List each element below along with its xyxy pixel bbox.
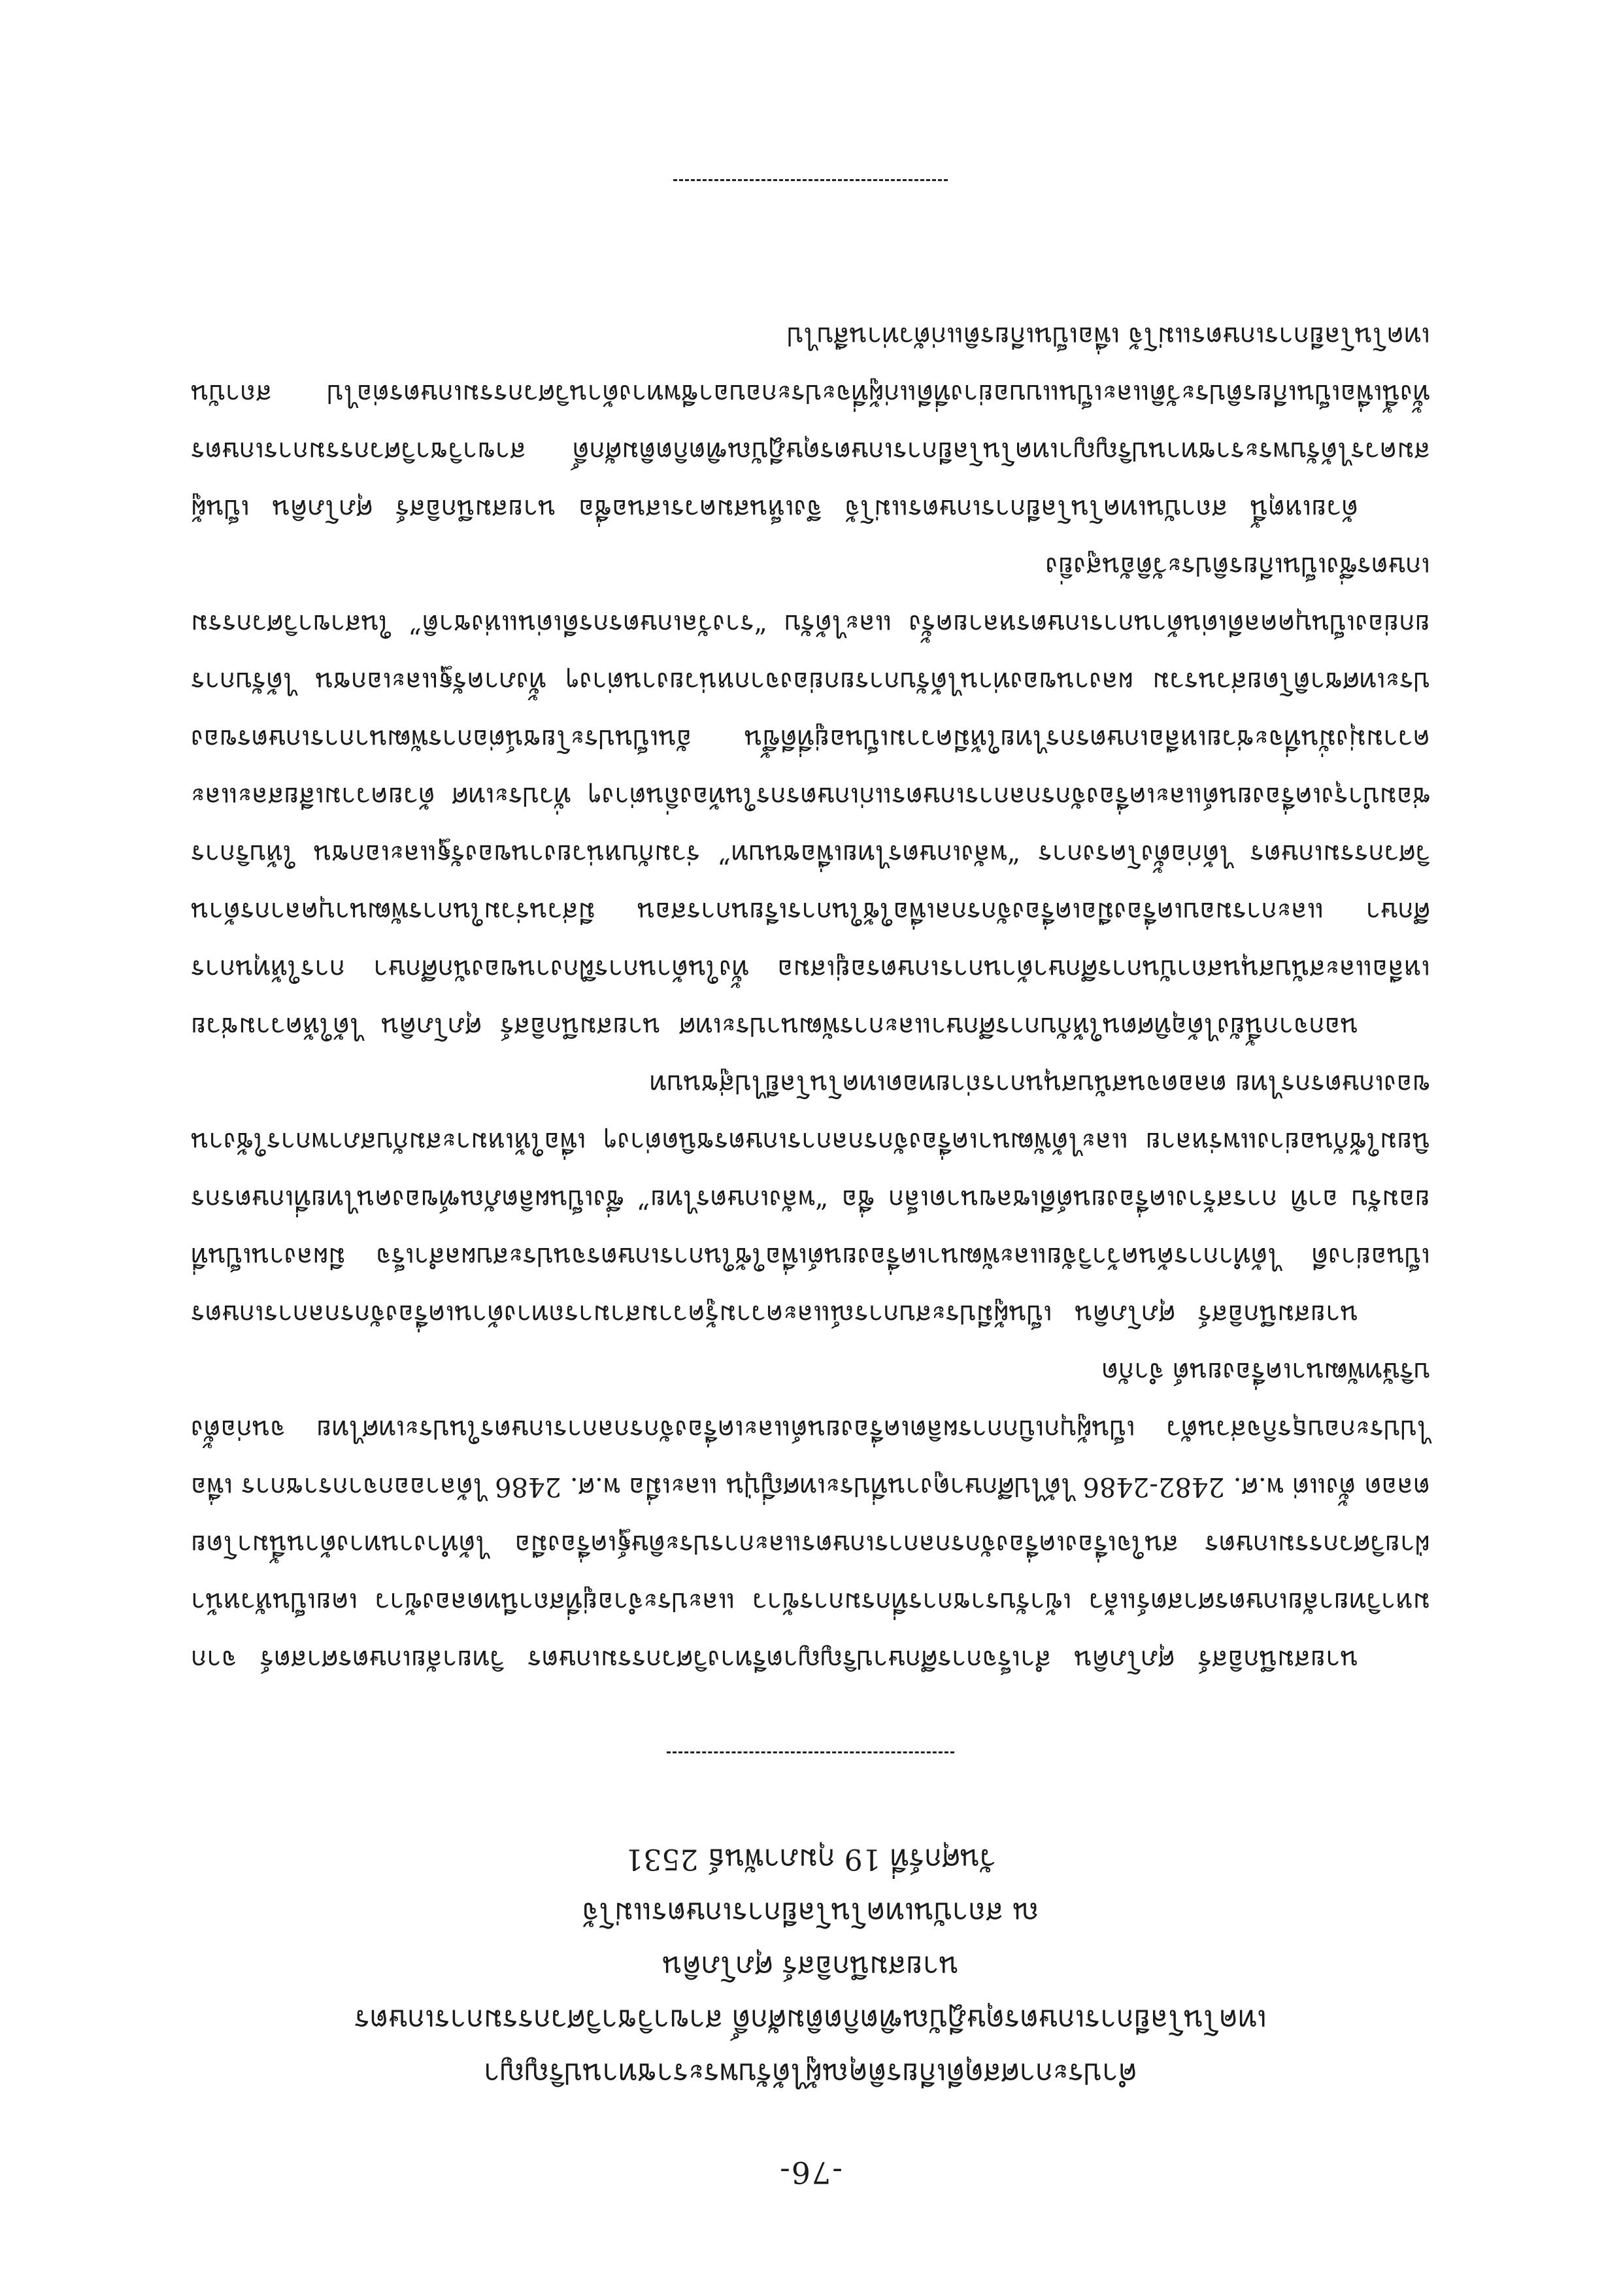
citation-body [191,307,1430,1688]
paragraph-1: นายสมนึกอิสร์ ศุภโภคิน สำเร็จการศึกษาปริญญาตรีทางวิศวกรรมเกษตร วิทยาลัยเกษตรศาสตร์ จากมหาวิทยาลัยเกษตรศาสตร์แล้ว เข้ารับราชการที่กรมการข้าว และประจำอยู่ที่สถานีทดลองข้าว เคยเป็นหัวหน้าฝ่ายวิศวกรรมเกษตร สนใจเรื่องเครื่องจักรกลการเกษตรและการประดิษฐ์เครื่องมือ ได้ทำงานทางด้านนี้มาโดยตลอด ตั้งแต่ พ.ศ. 2482-2486 ได้ไปศึกษาดูงานที่ประเทศญี่ปุ่น และเมื่อ พ.ศ. 2486 ได้ลาออกจากราชการ เพื่อไปประกอบธุรกิจส่วนตัว เป็นผู้บุกเบิกการผลิตเครื่องยนต์และเครื่องจักรกลการเกษตรในประเทศไทย จนก่อตั้งบริษัทพัฒนาเครื่องยนต์ จำกัด [191,1357,1430,1674]
date-line: วันศุกร์ที่ 19 กุมภาพันธ์ 2531 [625,1842,996,1876]
citation-title-block [196,1832,1425,2100]
institution-line: ณ สถาบันเทคโนโลยีการเกษตรแม่โจ้ [582,1896,1039,1929]
title-line-2: เทคโนโลยีการเกษตรดุษฎีบัณฑิตกิตติมศักดิ์ สาขาวิชาวิศวกรรมการเกษตร [354,2003,1267,2036]
divider-end [673,179,948,181]
title-line-1: คำประกาศสดุดีเกียรติคุณผู้ได้รับพระราชทานปริญญา [483,2057,1138,2090]
paragraph-4: ด้วยเหตุนี้ สถาบันเทคโนโลยีการเกษตรแม่โจ้ จึงเห็นสมควรเสนอชื่อ นายสมนึกอิสร์ ศุภโภคิน เป็นผู้สมควรได้รับพระราชทานปริญญาเทคโนโลยีการเกษตรดุษฎีบัณฑิตกิตติมศักดิ์ สาขาวิชาวิศวกรรมการเกษตร ทั้งนี้เพื่อเป็นเกียรติประวัติและเป็นแบบอย่างที่ดีแก่ผู้ที่จะประกอบอาชีพทางด้านวิศวกรรมเกษตรต่อไป สถาบันเทคโนโลยีการเกษตรแม่โจ้ เพื่อเป็นเกียรติแก่ตัวท่านสืบไป [191,321,1430,524]
divider-top [667,1751,954,1753]
paragraph-3: นอกจากนี้ยังได้อุทิศตนให้กับการศึกษาและการพัฒนาประเทศ นายสมนึกอิสร์ ศุภโภคิน ได้ให้ความช่วยเหลือและสนับสนุนสถาบันการศึกษาด้านการเกษตรอยู่เสมอ ทั้งในด้านการฝึกงานของนักศึกษา การให้ทุนการศึกษา และการมอบเครื่องมือเครื่องจักรกลเพื่อใช้ในการเรียนการสอน มีส่วนร่วมในการพัฒนาบุคลากรด้านวิศวกรรมเกษตร ได้ก่อตั้งโครงการ “พลังเกษตรไทยเพื่อชนบท” ร่วมกับหน่วยงานของรัฐและเอกชน ให้บริการซ่อมบำรุงเครื่องยนต์และเครื่องจักรกลการเกษตรแก่เกษตรกรในท้องถิ่นต่างๆ ทั่วประเทศ ด้วยความเสียสละและความมุ่งมั่นที่จะช่วยเหลือเกษตรกรไทยให้มีความเป็นอยู่ที่ดีขึ้น อันเป็นประโยชน์ต่อการพัฒนาการเกษตรของประเทศชาติโดยส่วนรวม ผลงานของท่านได้รับการยกย่องจากหน่วยงานต่างๆ ทั้งภาครัฐและเอกชน ได้รับการยกย่องเป็นบุคคลดีเด่นด้านการเกษตรหลายครั้ง และได้รับ “รางวัลเกษตรกรดีเด่นแห่งชาติ” ในสาขาวิศวกรรมเกษตรซึ่งเป็นเกียรติประวัติอันสูงยิ่ง [191,551,1430,1041]
honoree-name: นายสมนึกอิสร์ ศุภโภคิน [662,1950,959,1983]
page-number: -76- [778,2155,843,2190]
paragraph-2: นายสมนึกอิสร์ ศุภโภคิน เป็นผู้มีประสบการณ์และความรู้ความสามารถทางด้านเครื่องจักรกลการเกษตรเป็นอย่างดี ได้ทำการค้นคว้าวิจัยและพัฒนาเครื่องยนต์เพื่อใช้ในการเกษตรจนประสบผลสำเร็จ มีผลงานเป็นที่ยอมรับ อาทิ การสร้างเครื่องยนต์ดีเซลขนาดเล็ก ชื่อ “พลังเกษตรไทย” ซึ่งเป็นผลิตภัณฑ์ของคนไทยที่เกษตรกรนิยมใช้กันอย่างแพร่หลาย และได้พัฒนาเครื่องจักรกลการเกษตรชนิดต่างๆ เพื่อให้เหมาะสมกับสภาพการใช้งานของเกษตรกรไทย ตลอดจนสนับสนุนการถ่ายทอดเทคโนโลยีไปสู่ชนบท [191,1069,1430,1329]
